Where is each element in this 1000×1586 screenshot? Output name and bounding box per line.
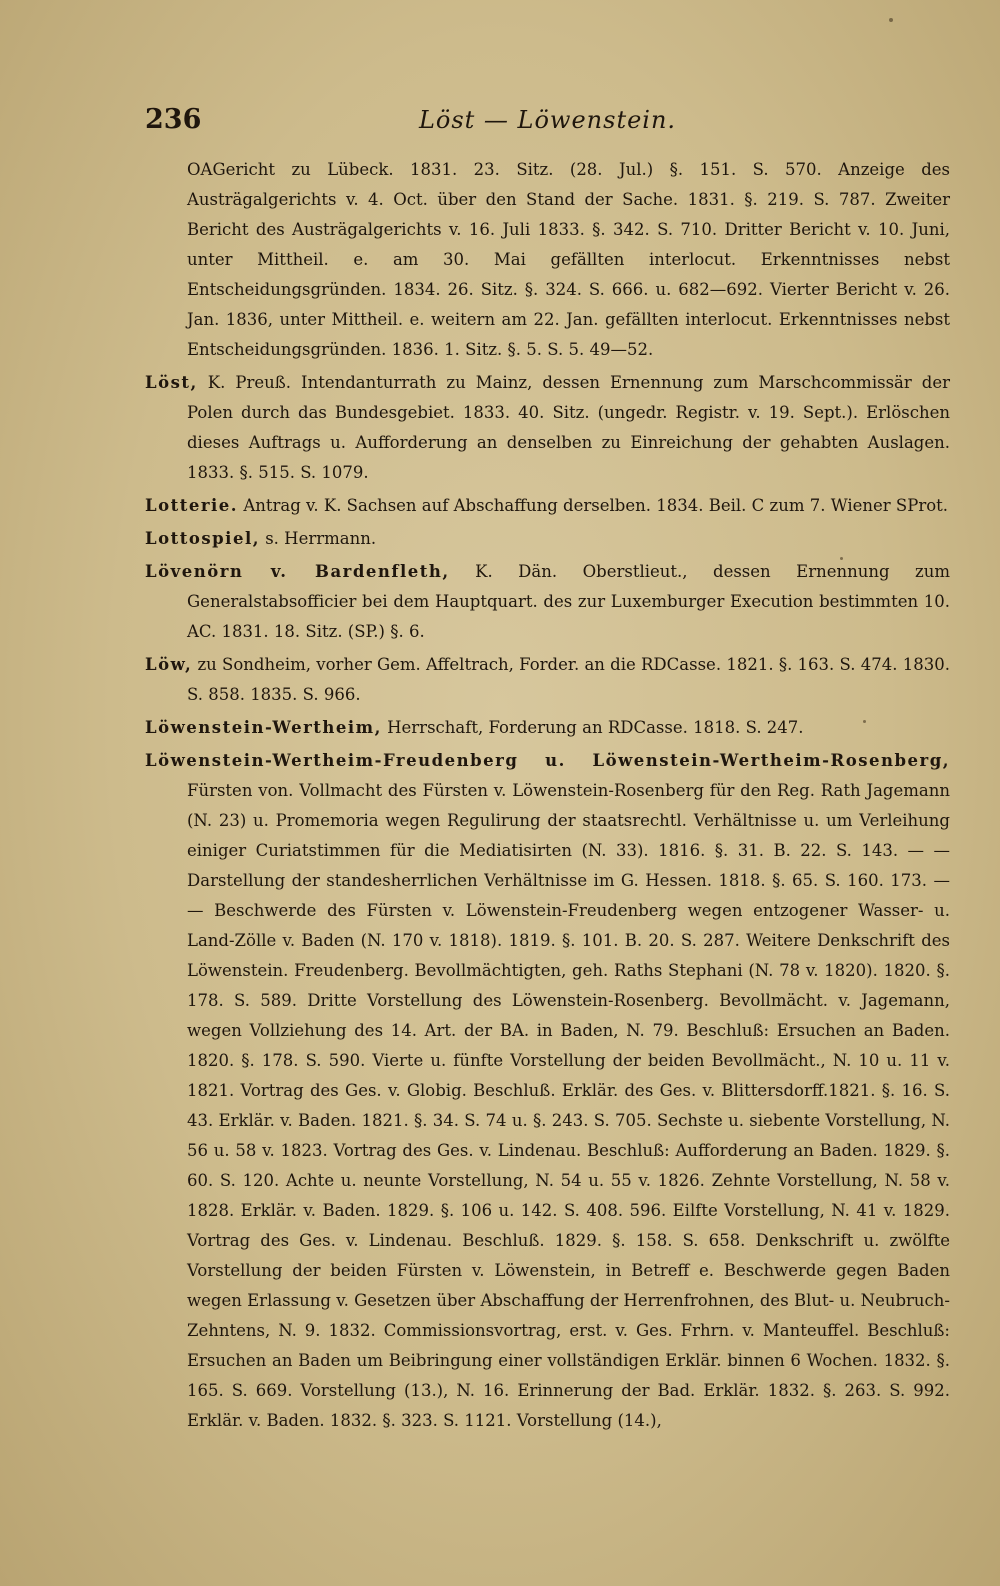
paper-speck xyxy=(840,557,843,560)
page-number: 236 xyxy=(145,104,202,135)
entry-heading: Löwenstein-Wertheim, xyxy=(145,718,382,737)
entry-heading: Lottospiel, xyxy=(145,529,260,548)
paper-speck xyxy=(863,720,866,723)
index-entry xyxy=(145,713,950,743)
entry-text: zu Sondheim, vorher Gem. Affeltrach, Forder. an die RDCasse. 1821. §. 163. S. 474. 1830. S. 858. 1835. S. 966. xyxy=(187,655,950,704)
index-entry xyxy=(145,491,950,521)
entry-text: K. Dän. Oberstlieut., dessen Ernennung zum Generalstabsofficier bei dem Hauptquart. des zur Luxemburger Execution bestimmten 10. AC. 1831. 18. Sitz. (SP.) §. 6. xyxy=(187,562,950,641)
entry-heading: Lotterie. xyxy=(145,496,239,515)
entry-text: K. Preuß. Intendanturrath zu Mainz, dessen Ernennung zum Marschcommissär der Polen durch das Bundesgebiet. 1833. 40. Sitz. (ungedr. Registr. v. 19. Sept.). Erlöschen dieses Auftrags u. Aufforderung an denselben zu Einreichung der gehabten Auslagen. 1833. §. 515. S. 1079. xyxy=(187,373,950,482)
entry-text: Fürsten von. Vollmacht des Fürsten v. Löwenstein-Rosenberg für den Reg. Rath Jagemann (N. 23) u. Promemoria wegen Regulirung der staatsrechtl. Verhältnisse u. um Verleihung einiger Curiatstimmen für die Mediatisirten (N. 33). 1816. §. 31. B. 22. S. 143. — — Darstellung der standesherrlichen Verhältnisse im G. Hessen. 1818. §. 65. S. 160. 173. — — Beschwerde des Fürsten v. Löwenstein-Freudenberg wegen entzogener Wasser- u. Land-Zölle v. Baden (N. 170 v. 1818). 1819. §. 101. B. 20. S. 287. Weitere Denkschrift des Löwenstein. Freudenberg. Bevollmächtigten, geh. Raths Stephani (N. 78 v. 1820). 1820. §. 178. S. 589. Dritte Vorstellung des Löwenstein-Rosenberg. Bevollmächt. v. Jagemann, wegen Vollziehung des 14. Art. der BA. in Baden, N. 79. Beschluß: Ersuchen an Baden. 1820. §. 178. S. 590. Vierte u. fünfte Vorstellung der beiden Bevollmächt., N. 10 u. 11 v. 1821. Vortrag des Ges. v. Globig. Beschluß. Erklär. des Ges. v. Blittersdorff.1821. §. 16. S. 43. Erklär. v. Baden. 1821. §. 34. S. 74 u. §. 243. S. 705. Sechste u. siebente Vorstellung, N. 56 u. 58 v. 1823. Vortrag des Ges. v. Lindenau. Beschluß: Aufforderung an Baden. 1829. §. 60. S. 120. Achte u. neunte Vorstellung, N. 54 u. 55 v. 1826. Zehnte Vorstellung, N. 58 v. 1828. Erklär. v. Baden. 1829. §. 106 u. 142. S. 408. 596. Eilfte Vorstellung, N. 41 v. 1829. Vortrag des Ges. v. Lindenau. Beschluß. 1829. §. 158. S. 658. Denkschrift u. zwölfte Vorstellung der beiden Fürsten v. Löwenstein, in Betreff e. Beschwerde gegen Baden wegen Erlassung v. Gesetzen über Abschaffung der Herrenfrohnen, des Blut- u. Neubruch-Zehntens, N. 9. 1832. Commissionsvortrag, erst. v. Ges. Frhrn. v. Manteuffel. Beschluß: Ersuchen an Baden um Beibringung einer vollständigen Erklär. binnen 6 Wochen. 1832. §. 165. S. 669. Vorstellung (13.), N. 16. Erinnerung der Bad. Erklär. 1832. §. 263. S. 992. Erklär. v. Baden. 1832. §. 323. S. 1121. Vorstellung (14.), xyxy=(187,781,950,1430)
index-entry xyxy=(145,557,950,647)
index-entry-continued xyxy=(145,155,950,365)
paper-speck xyxy=(889,18,893,22)
index-entry xyxy=(145,368,950,488)
entry-text: Herrschaft, Forderung an RDCasse. 1818. S. 247. xyxy=(387,718,804,737)
index-entry xyxy=(145,746,950,1436)
index-entry xyxy=(145,650,950,710)
entry-text: OAGericht zu Lübeck. 1831. 23. Sitz. (28. Jul.) §. 151. S. 570. Anzeige des Austrägalgerichts v. 4. Oct. über den Stand der Sache. 1831. §. 219. S. 787. Zweiter Bericht des Austrägalgerichts v. 16. Juli 1833. §. 342. S. 710. Dritter Bericht v. 10. Juni, unter Mittheil. e. am 30. Mai gefällten interlocut. Erkenntnisses nebst Entscheidungsgründen. 1834. 26. Sitz. §. 324. S. 666. u. 682—692. Vierter Bericht v. 26. Jan. 1836, unter Mittheil. e. weitern am 22. Jan. gefällten interlocut. Erkenntnisses nebst Entscheidungsgründen. 1836. 1. Sitz. §. 5. S. 5. 49—52. xyxy=(187,160,950,359)
running-head: Löst — Löwenstein. xyxy=(418,106,677,134)
entry-text: s. Herrmann. xyxy=(265,529,377,548)
entry-heading: Löw, xyxy=(145,655,193,674)
index-entry xyxy=(145,524,950,554)
entry-heading: Lövenörn v. Bardenfleth, xyxy=(145,562,450,581)
entry-heading: Löwenstein-Wertheim-Freudenberg u. Löwenstein-Wertheim-Rosenberg, xyxy=(145,751,950,770)
entry-text: Antrag v. K. Sachsen auf Abschaffung derselben. 1834. Beil. C zum 7. Wiener SProt. xyxy=(243,496,949,515)
entry-heading: Löst, xyxy=(145,373,198,392)
page-header xyxy=(145,104,950,144)
index-body xyxy=(145,155,950,1439)
